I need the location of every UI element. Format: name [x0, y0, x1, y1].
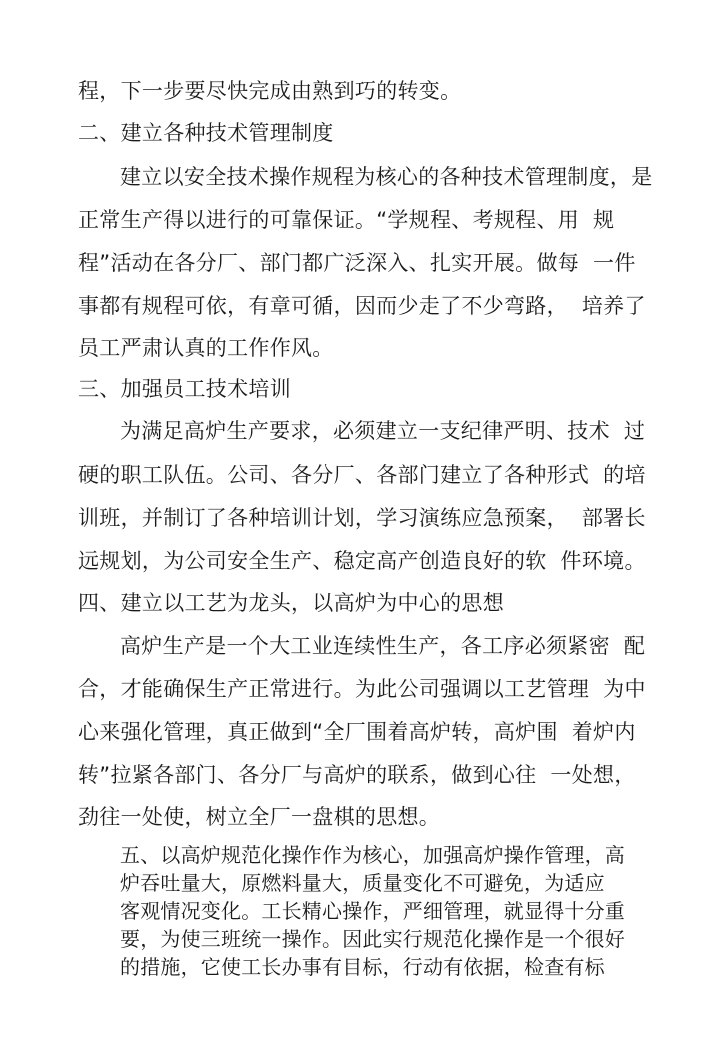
- paragraph-line: 心来强化管理，真正做到“全厂围着高炉转，高炉围 着炉内: [78, 720, 636, 744]
- paragraph-line: 要，为使三班统一操作。因此实行规范化操作是一个很好: [120, 927, 625, 951]
- paragraph-line: 训班，并制订了各种培训计划，学习演练应急预案， 部署长: [78, 506, 646, 530]
- paragraph-line: 的措施，它使工长办事有目标，行动有依据，检查有标: [120, 955, 605, 979]
- paragraph-line: 高炉生产是一个大工业连续性生产，各工序必须紧密 配: [120, 634, 646, 658]
- paragraph-line: 合，才能确保生产正常进行。为此公司强调以工艺管理 为中: [78, 677, 646, 701]
- paragraph-line: 为满足高炉生产要求，必须建立一支纪律严明、技术 过: [120, 419, 646, 443]
- section-heading-2: 二、建立各种技术管理制度: [78, 121, 334, 145]
- paragraph-line: 建立以安全技术操作规程为核心的各种技术管理制度，是: [120, 165, 653, 189]
- paragraph-line: 远规划，为公司安全生产、稳定高产创造良好的软 件环境。: [78, 549, 646, 573]
- paragraph-line: 硬的职工队伍。公司、各分厂、各部门建立了各种形式 的培: [78, 463, 646, 487]
- paragraph-line: 客观情况变化。工长精心操作，严细管理，就显得十分重: [120, 899, 625, 923]
- paragraph-line: 转”拉紧各部门、各分厂与高炉的联系，做到心往 一处想，: [78, 763, 636, 787]
- section-heading-4: 四、建立以工艺为龙头，以高炉为中心的思想: [78, 591, 504, 615]
- paragraph-line: 炉吞吐量大，原燃料量大，质量变化不可避免，为适应: [120, 871, 605, 895]
- paragraph-line: 事都有规程可依，有章可循，因而少走了不少弯路， 培养了: [78, 294, 646, 318]
- paragraph-line: 正常生产得以进行的可靠保证。“学规程、考规程、用 规: [78, 208, 615, 232]
- paragraph-line: 劲往一处使，树立全厂一盘棋的思想。: [78, 805, 441, 829]
- section-heading-3: 三、加强员工技术培训: [78, 377, 291, 401]
- paragraph-line: 员工严肃认真的工作作风。: [78, 336, 334, 360]
- section-heading-5: 五、以高炉规范化操作作为核心，加强高炉操作管理，高: [120, 843, 625, 867]
- paragraph-line: 程”活动在各分厂、部门都广泛深入、扎实开展。做每 一件: [78, 251, 636, 275]
- paragraph-line: 程，下一步要尽快完成由熟到巧的转变。: [78, 79, 462, 103]
